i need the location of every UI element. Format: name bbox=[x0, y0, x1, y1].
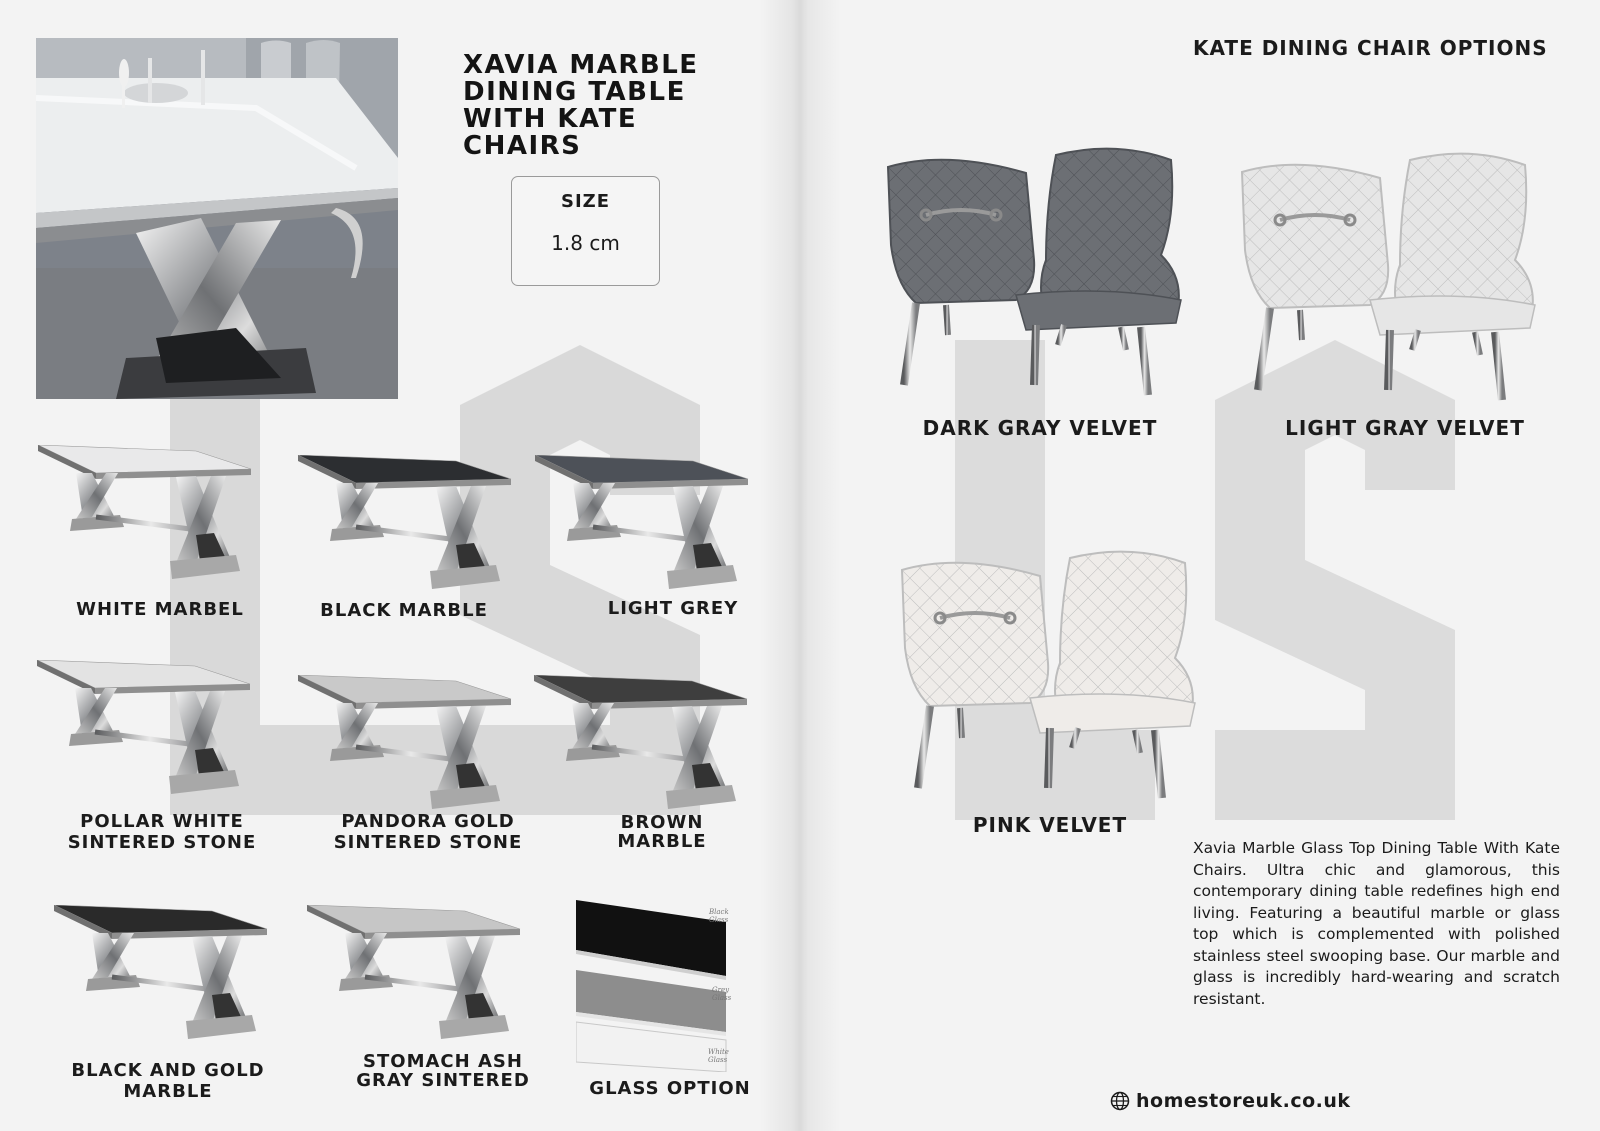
glass-tag-grey: Grey Glass bbox=[712, 986, 732, 1002]
glass-tag-white: White Glass bbox=[708, 1048, 729, 1064]
size-box bbox=[511, 176, 660, 286]
table-option-label: BROWN MARBLE bbox=[617, 812, 707, 852]
table-option-tile bbox=[52, 905, 270, 1045]
table-option-tile bbox=[35, 660, 253, 800]
table-option-label: WHITE MARBEL bbox=[76, 599, 244, 620]
table-option-tile bbox=[296, 455, 514, 595]
table-option-tile bbox=[305, 905, 523, 1045]
globe-icon bbox=[1110, 1091, 1130, 1111]
website-text: homestoreuk.co.uk bbox=[1136, 1090, 1351, 1112]
table-option-label: BLACK AND GOLD MARBLE bbox=[71, 1060, 265, 1102]
size-value: 1.8 cm bbox=[551, 231, 620, 255]
table-option-tile bbox=[296, 675, 514, 815]
table-option-label: BLACK MARBLE bbox=[320, 600, 488, 621]
table-option-label: GLASS OPTION bbox=[589, 1078, 751, 1099]
website-link[interactable] bbox=[1110, 1090, 1351, 1112]
table-option-label: LIGHT GREY bbox=[607, 598, 739, 619]
book-gutter-shadow bbox=[760, 0, 840, 1131]
hero-table-photo bbox=[36, 38, 398, 399]
chair-option-label: PINK VELVET bbox=[972, 813, 1128, 837]
table-option-label: PANDORA GOLD SINTERED STONE bbox=[333, 811, 523, 853]
chair-option-label: DARK GRAY VELVET bbox=[922, 416, 1158, 440]
chair-option-image bbox=[886, 145, 1196, 400]
page-title: XAVIA MARBLE DINING TABLE WITH KATE CHAIRS bbox=[463, 50, 699, 161]
table-option-label: POLLAR WHITE SINTERED STONE bbox=[67, 811, 257, 853]
table-option-label: STOMACH ASH GRAY SINTERED bbox=[356, 1051, 530, 1091]
chair-option-label: LIGHT GRAY VELVET bbox=[1285, 416, 1525, 440]
glass-tag-black: Black Glass bbox=[709, 908, 729, 924]
chair-option-image bbox=[900, 548, 1210, 803]
table-option-tile bbox=[36, 445, 254, 585]
chair-option-image bbox=[1240, 150, 1550, 405]
table-option-tile bbox=[532, 675, 750, 815]
glass-option-swatch bbox=[576, 900, 748, 1072]
chair-section-title: KATE DINING CHAIR OPTIONS bbox=[1193, 36, 1548, 60]
product-description: Xavia Marble Glass Top Dining Table With Kate Chairs. Ultra chic and glamorous, this contemporary dining table redefines high end living. Featuring a beautiful marble or glass top which is complemented with polished stainless steel swooping base. Our marble and glass is incredibly hard-wearing and scratch resistant. bbox=[1193, 839, 1560, 1008]
table-option-tile bbox=[533, 455, 751, 595]
size-label: SIZE bbox=[560, 191, 610, 212]
